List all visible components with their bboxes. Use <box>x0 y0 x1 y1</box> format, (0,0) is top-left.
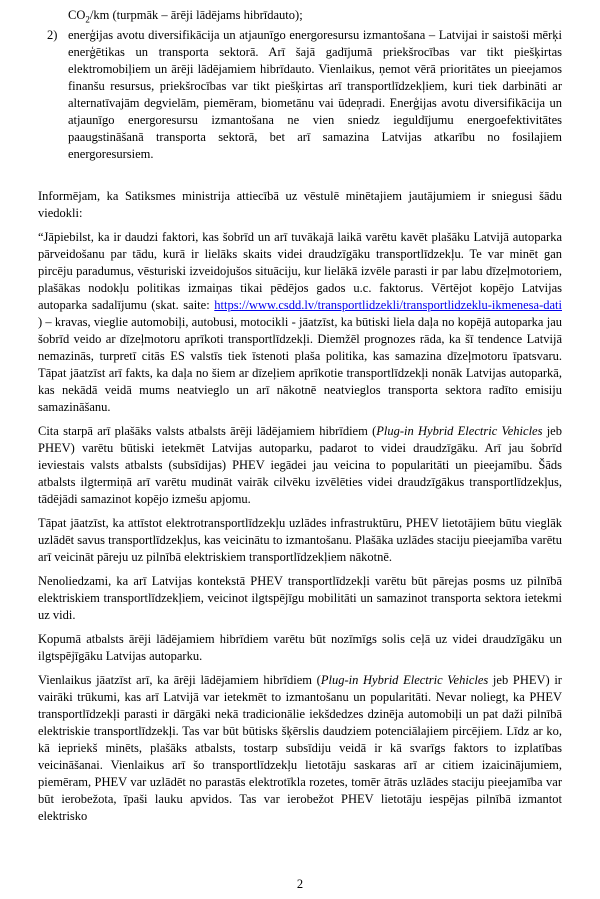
text-segment: Nenoliedzami, ka arī Latvijas kontekstā PHEV transportlīdzekļi varētu būt pārejas posms uz pilnībā elektriskiem transportlīdzekļiem, veicinot ilgtspējīgu mobilitāti un samazinot transporta sektora ietekmi uz vidi. <box>38 574 562 622</box>
text-segment: Plug-in Hybrid Electric Vehicles <box>376 424 543 438</box>
paragraph <box>38 515 562 566</box>
page-number: 2 <box>296 877 304 891</box>
list-item <box>38 27 562 163</box>
text-segment: enerģijas avotu diversifikācija un atjaunīgo energoresursu izmantošana – Latvijai ir saistoši mērķi enerģētikas un transporta sektorā. Arī šajā gadījumā priekšrocības var tikt piešķirtas elektromobiļiem un ārēji lādējamiem hibrīdauto. Vienlaikus, ņemot vērā prioritātes un pieejamos finanšu resursus, priekšrocības var tikt piešķirtas arī transportlīdzekļiem, kuri tiek darbināti ar alternatīvajām degvielām, piemēram, biometānu vai ūdeņradi. Enerģijas avotu diversifikācija un atjaunīgo energoresursu izmantošana ne vien sniedz ieguldījumu energoefektivitātes paaugstināšanā transporta sektorā, bet arī samazina Latvijas atkarību no fosilajiem energoresursiem. <box>68 28 562 161</box>
csdd-link[interactable]: https://www.csdd.lv/transportlidzekli/transportlidzeklu-ikmenesa-dati <box>214 298 562 312</box>
paragraph <box>38 631 562 665</box>
text-segment: ) – kravas, vieglie automobiļi, autobusi, motocikli - jāatzīst, ka būtiski liela daļa no kopējā autoparka jau šobrīd veido ar dīzeļmotoru aprīkoti transportlīdzekļi. Diemžēl prognozes rāda, ka šī tendence Latvijā nemazinās, turpretī citās ES valstīs tiek īstenoti plaša politika, kas samazina dīzeļmotoru īpatsvaru. Tāpat jāatzīst arī fakts, ka daļa no šiem ar dīzeļiem aprīkotie transportlīdzekļi nonāk Latvijas autoparkā, kas nekādā veidā mums neatvieglo un arī nākotnē neatvieglos transporta sektora radīto emisiju samazināšanu. <box>38 315 562 414</box>
text-segment: CO <box>68 8 86 22</box>
paragraph <box>38 672 562 825</box>
paragraph <box>38 188 562 222</box>
paragraph <box>38 423 562 508</box>
text-segment: 2 <box>85 14 90 25</box>
list-continuation <box>38 7 562 24</box>
text-segment: Cita starpā arī plašāks valsts atbalsts ārēji lādējamiem hibrīdiem ( <box>38 424 377 438</box>
text-segment: /km (turpmāk – ārēji lādējams hibrīdauto); <box>89 8 303 22</box>
list-marker: 2) <box>47 28 58 42</box>
text-segment: jeb PHEV) varētu būtiski ietekmēt Latvijas autoparku, padarot to videi draudzīgāku. Arī jau šobrīd ieviestais valsts atbalsts (subsīdijas) PHEV iegādei jau veicina to popularitāti un pieejamību. Šāds atbalsts ilgtermiņā arī varētu mudināt vairāk cilvēku izvēlēties videi draudzīgākus transportlīdzekļus, tādējādi samazinot kopējo izmešu apjomu. <box>38 424 562 506</box>
text-segment: “Jāpiebilst, ka ir daudzi faktori, kas šobrīd un arī tuvākajā laikā varētu kavēt plašāku Latvijā autoparka pārveidošanu par tādu, kurā ir lielāks skaits videi draudzīgāku transportlīdzekļu. Te var minēt gan pircēju paradumus, vēsturiski izveidojušos situāciju, kur lielākā izvēle parasti ir par labu dīzeļmotoriem, plašākas nodokļu politikas izmaiņas tikai pēdējos gados u.c. faktorus. Vērtējot kopējo Latvijas autoparka sadalījumu (skat. saite: <box>38 230 562 312</box>
paragraph <box>38 229 562 416</box>
text-segment: Kopumā atbalsts ārēji lādējamiem hibrīdiem varētu būt nozīmīgs solis ceļā uz videi draudzīgāku un ilgtspējīgāku Latvijas autoparku. <box>38 632 562 663</box>
text-segment: jeb PHEV) ir vairāki trūkumi, kas arī Latvijā var ietekmēt to izmantošanu un popularitāti. Nevar noliegt, ka PHEV transportlīdzekļi parasti ir dārgāki nekā tradicionālie iekšdedzes dzinēja automobiļi un pat daži pilnībā elektriskie transportlīdzekļi. Tas var būt būtisks šķērslis daudziem potenciālajiem pircējiem. Līdz ar ko, kā iepriekš minēts, plašāks atbalsts, tostarp subsīdiju veidā ir kā svarīgs faktors to izplatības veicināšanai. Vienlaikus arī šo transportlīdzekļu lietotāju saskaras arī ar citiem izaicinājumiem, piemēram, PHEV var uzlādēt no parastās elektrotīkla rozetes, tomēr ātrās uzlādes staciju pieejamība var būt ierobežota, īpaši lauku apvidos. Tas var ierobežot PHEV lietotāju iespējas pilnībā izmantot elektrisko <box>38 673 562 823</box>
text-segment: Vienlaikus jāatzīst arī, ka ārēji lādējamiem hibrīdiem ( <box>38 673 321 687</box>
text-segment: Informējam, ka Satiksmes ministrija attiecībā uz vēstulē minētajiem jautājumiem ir sniegusi šādu viedokli: <box>38 189 562 220</box>
text-segment: Plug-in Hybrid Electric Vehicles <box>320 673 489 687</box>
text-segment: Tāpat jāatzīst, ka attīstot elektrotransportlīdzekļu uzlādes infrastruktūru, PHEV lietotājiem būtu vieglāk uzlādēt savus transportlīdzekļus, kas veicinātu to izmantošanu. Plašāka uzlādes staciju pieejamība varētu arī veicināt pāreju uz pilnībā elektriskiem transportlīdzekļiem nākotnē. <box>38 516 562 564</box>
paragraph <box>38 573 562 624</box>
